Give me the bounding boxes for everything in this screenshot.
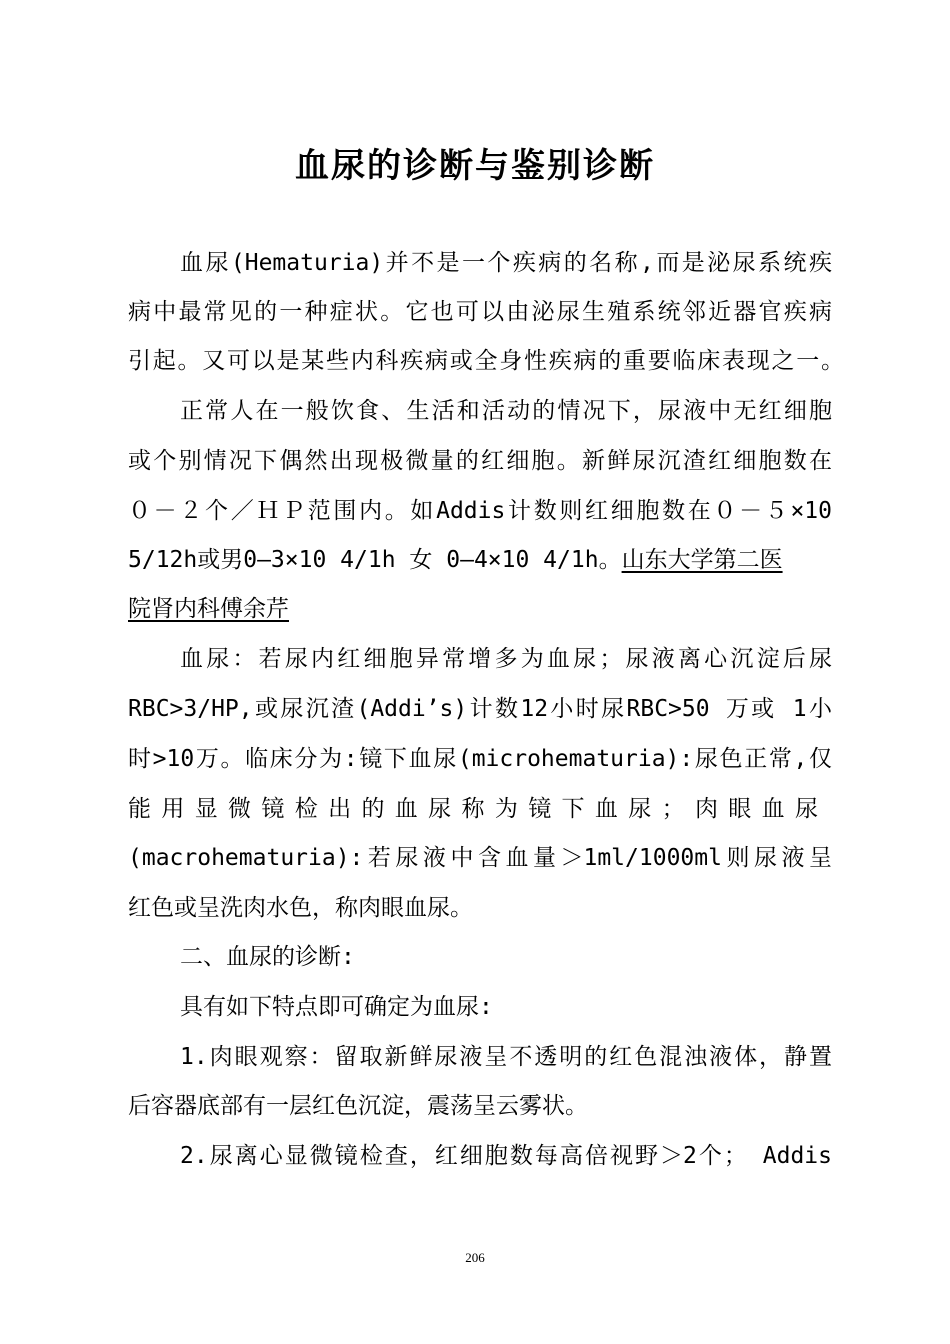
author-affiliation-link[interactable]: 院肾内科傅余芹 [128,596,289,622]
document-title: 血尿的诊断与鉴别诊断 [295,146,655,186]
paragraph-line: 1.肉眼观察：留取新鲜尿液呈不透明的红色混浊液体，静置 [180,1044,832,1070]
paragraph-line: 红色或呈洗肉水色，称肉眼血尿。 [128,895,473,921]
text-segment: 5/12h或男0—3×10 4/1h 女 0—4×10 4/1h。 [128,547,622,573]
paragraph-line: 能用显微镜检出的血尿称为镜下血尿；肉眼血尿 [128,796,818,822]
paragraph-line: 病中最常见的一种症状。它也可以由泌尿生殖系统邻近器官疾病 [128,299,832,325]
author-affiliation-link[interactable]: 山东大学第二医 [621,547,783,573]
paragraph-line: 具有如下特点即可确定为血尿: [180,994,493,1020]
paragraph-line: ０－２个／ＨＰ范围内。如Addis计数则红细胞数在０－５×10 [128,498,832,524]
page-number: 206 [465,1250,485,1265]
paragraph-line: 正常人在一般饮食、生活和活动的情况下，尿液中无红细胞 [180,398,832,424]
paragraph-line: (macrohematuria):若尿液中含血量＞1ml/1000ml则尿液呈 [128,845,832,871]
paragraph-line: RBC>3/HP,或尿沉渣(Addi’s)计数12小时尿RBC>50 万或 1小 [128,696,832,722]
paragraph-line: 2.尿离心显微镜检查，红细胞数每高倍视野＞2个； Addis [180,1143,832,1169]
paragraph-line: 血尿：若尿内红细胞异常增多为血尿；尿液离心沉淀后尿 [180,646,832,672]
paragraph-line: 时>10万。临床分为:镜下血尿(microhematuria):尿色正常,仅 [128,746,832,772]
paragraph-line: 后容器底部有一层红色沉淀，震荡呈云雾状。 [128,1093,588,1119]
paragraph-line: 血尿(Hematuria)并不是一个疾病的名称,而是泌尿系统疾 [180,250,832,276]
section-heading: 二、血尿的诊断: [180,944,355,970]
paragraph-line [128,535,783,585]
paragraph-line: 或个别情况下偶然出现极微量的红细胞。新鲜尿沉渣红细胞数在 [128,448,832,474]
paragraph-line: 引起。又可以是某些内科疾病或全身性疾病的重要临床表现之一。 [128,348,844,374]
